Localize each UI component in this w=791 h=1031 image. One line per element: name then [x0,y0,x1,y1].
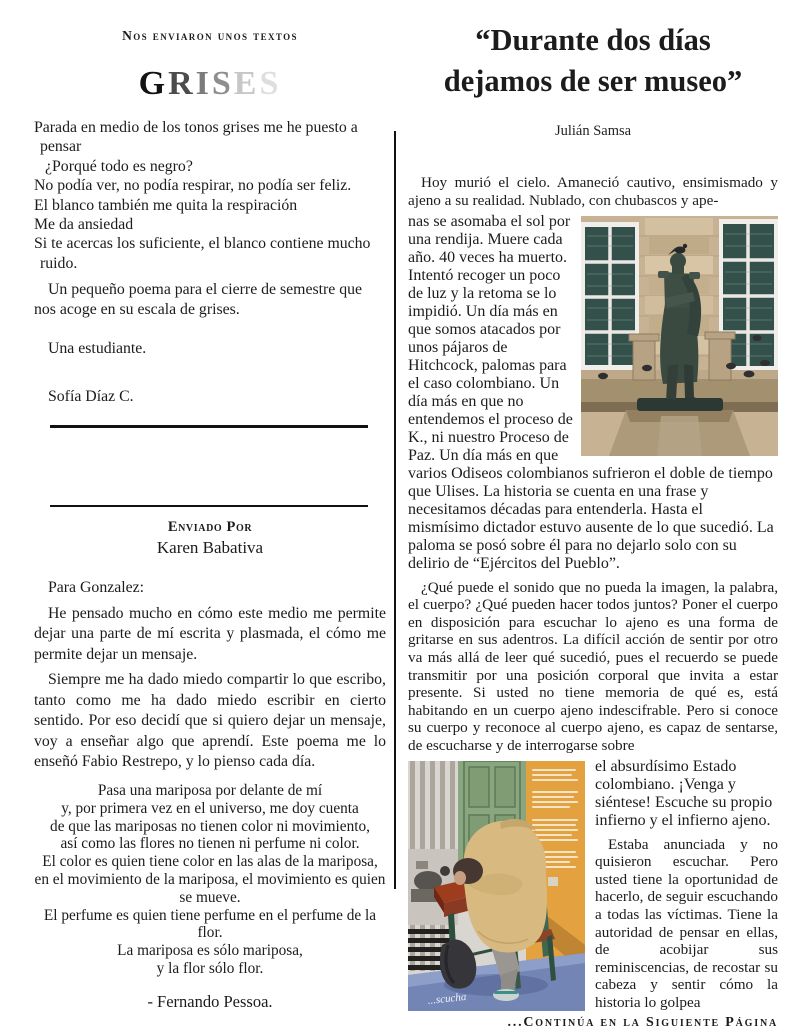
section-kicker: Nos enviaron unos textos [122,28,298,43]
poem-line: así como las flores no tienen ni perfume ni color. [60,835,360,853]
poem-line: ¿Porqué todo es negro? [45,157,193,175]
pessoa-poem [34,782,386,978]
poem-line: El blanco también me quita la respiración [34,196,298,214]
signature: Sofía Díaz C. [48,388,134,406]
poem-line: ruido. [40,254,78,272]
poem-line: en el movimiento de la mariposa, el movimiento es quien se mueve. [34,870,386,906]
grises-title-letter: S [259,65,282,102]
poem-line: y la flor sólo flor. [156,959,264,977]
article-title [408,20,778,102]
poem-note: Un pequeño poema para el cierre de semestre que nos acoge en su escala de grises. [34,281,363,319]
platform-script-text: ...scucha [427,990,467,1007]
grises-title-letter: S [211,65,234,102]
letter-paragraph: He pensado mucho en cómo este medio me permite dejar una parte de mí escrita y plasmada, el cómo me permite dejar un mensaje. [34,604,386,663]
poem-line: No podía ver, no podía respirar, no podía ser feliz. [34,177,352,195]
horizontal-rule [50,505,368,508]
article-title-line2: dejamos de ser museo” [443,64,743,98]
poem-line: de que las mariposas no tienen color ni movimiento, [50,817,370,835]
grises-title-letter: E [233,65,260,102]
poem-line: Si te acercas los suficiente, el blanco contiene mucho [34,235,371,253]
article-paragraph-text: nas se asomaba el sol por una rendija. Muere cada año. 40 veces ha muerto. Intentó recoger un poco de luz y la retoma se lo impidió. Un día más en que somos atacados por unos pájaros de Hitchcock, palomas para el caso colombiano. Un día más en que no entendemos el proceso de K., ni nuestro Proceso de Paz. Un día más en que varios Odiseos colombianos sufrieron el doble de tiempo que Ulises. La historia se cuenta en una frase y necesitamos décadas para entenderla. Hasta el mismísimo dictador estuvo ausente de lo que sucedió. La paloma se posó sobre él para no dejarlo solo con su delirio de “Ejércitos del Pueblo”. [408,212,774,572]
sleeping-photo-illustration [408,761,585,1011]
right-column [408,20,778,1031]
sent-by-name: Karen Babativa [156,538,264,558]
student-signoff: Una estudiante. [48,340,147,358]
article-body [408,174,778,1031]
article-title-line1: “Durante dos días [475,23,711,57]
poem-line: La mariposa es sólo mariposa, [117,942,303,960]
poem-line: Parada en medio de los tonos grises me he puesto a [34,119,358,136]
poem-line: El perfume es quien tiene perfume en el perfume de la flor. [43,906,377,942]
article-paragraph-text: el absurdísimo Estado colombiano. ¡Venga y siéntese! Escuche su propio infierno y el infierno ajeno. [595,757,773,829]
sent-by-label: Enviado Por [167,519,253,536]
poem-line: Pasa una mariposa por delante de mí [97,781,323,799]
article-paragraph: Hoy murió el cielo. Amaneció cautivo, ensimismado y ajeno a su realidad. Nublado, con chubascos y ape- [408,174,778,210]
letter-paragraph: Siempre me ha dado miedo compartir lo que escribo, tanto como me ha dado miedo escribir en cierto sentido. Por eso decidí que si quiero dejar un mensaje, voy a enseñar algo que aprendí. Este poema me lo enseñó Fabio Restrepo, y lo pienso cada día. [34,671,386,771]
letter-salutation: Para Gonzalez: [48,579,145,597]
article-paragraph: Estaba anunciada y no quisieron escuchar. Pero usted tiene la oportunidad de hacerlo, de seguir escuchando a todas las víctimas. Tiene la autoridad de pensar en ellas, de acobijar sus reminiscencias, de recostar su cabeza y sentir cómo la historia lo golpea [595,835,778,1011]
continuation-notice: ...Continúa en la Siguiente Página [507,1015,778,1031]
left-window [581,222,639,370]
statue-with-pigeon-photo [581,216,778,456]
grises-title-letter: R [168,65,196,102]
grises-poem [34,118,386,273]
horizontal-rule [50,425,368,428]
article-paragraph: ¿Qué puede el sonido que no pueda la imagen, la palabra, el cuerpo? ¿Qué pueden hacer todos juntos? Poner el cuerpo en disposición para escuchar lo ajeno es una forma de gritarse en sus adentros. La difícil acción de sentir por otro va más allá de leer qué sucedió, pues el recuerdo se puede transmitir por una posición corporal que invita a estar presente. Si usted no tiene memoria de qué es, está habitando en un cuerpo ajeno indescifrable. Pero si conoce su cuerpo y reconoce al cuerpo ajeno, es capaz de sentarse, de escucharse y de interrogarse sobre [408,578,778,754]
grises-title-letter: G [138,65,169,102]
poem-line: Me da ansiedad [34,216,134,234]
column-divider [394,131,396,889]
poem-line: El color es quien tiene color en las alas de la mariposa, [42,853,378,871]
grises-title-letter: I [195,65,212,102]
sleeping-student-desk-photo [408,761,585,1011]
statue-photo-illustration [581,216,778,456]
left-column [34,28,386,1012]
poem-line: y, por primera vez en el universo, me doy cuenta [61,799,359,817]
grises-title [34,64,386,104]
pessoa-credit: - Fernando Pessoa. [147,991,273,1011]
poem-line: pensar [40,138,82,156]
article-byline: Julián Samsa [554,123,632,140]
